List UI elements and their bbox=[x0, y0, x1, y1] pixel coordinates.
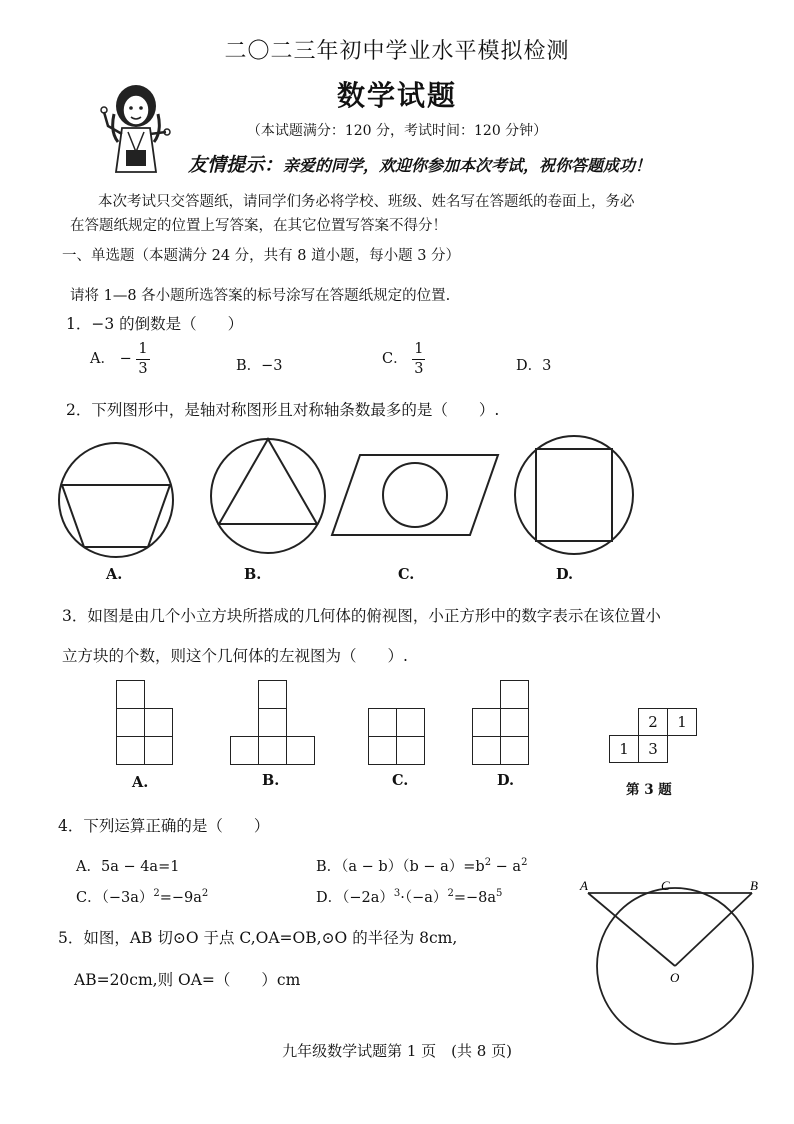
q3-label-a: A. bbox=[132, 774, 149, 791]
q1-option-a bbox=[90, 342, 150, 376]
instructions-line2: 在答题纸规定的位置上写答案，在其它位置写答案不得分！ bbox=[70, 218, 447, 234]
q4-b-pre: B．（a − b）（b − a）=b bbox=[316, 859, 485, 875]
q1-c-label: C． bbox=[382, 351, 408, 367]
q2-figure-c bbox=[330, 450, 500, 540]
q4-c-pre: C．（−3a） bbox=[76, 890, 154, 906]
q3-label-d: D. bbox=[497, 772, 515, 789]
q1-option-d: D．3 bbox=[516, 358, 552, 374]
q1-c-denominator: 3 bbox=[414, 360, 424, 377]
q1-a-fraction bbox=[136, 342, 149, 376]
q4-b-exp1: 2 bbox=[484, 857, 492, 869]
exam-info: （本试题满分：120 分，考试时间：120 分钟） bbox=[246, 123, 548, 139]
q4-c-exp2: 2 bbox=[201, 888, 209, 900]
q4-d-exp3: 5 bbox=[495, 888, 503, 900]
q4-stem: 4．下列运算正确的是（ ） bbox=[58, 817, 270, 835]
top-view-cell: 2 bbox=[638, 708, 668, 736]
q3-caption: 第 3 题 bbox=[626, 782, 672, 798]
top-view-cell: 3 bbox=[638, 735, 668, 763]
q5-stem-line1: 5．如图，AB 切⊙O 于点 C,OA=OB,⊙O 的半径为 8cm, bbox=[58, 929, 458, 947]
top-view-cell: 1 bbox=[667, 708, 697, 736]
q2-stem: 2．下列图形中，是轴对称图形且对称轴条数最多的是（ ）. bbox=[66, 401, 500, 419]
q2-figure-d bbox=[512, 433, 636, 557]
q4-d-pre: D．（−2a） bbox=[316, 890, 394, 906]
hint-label: 友情提示： bbox=[188, 154, 284, 176]
q4-option-a: A．5a − 4a=1 bbox=[76, 859, 180, 875]
q3-stem-line2: 立方块的个数，则这个几何体的左视图为（ ）. bbox=[62, 647, 408, 665]
q2-label-c: C. bbox=[398, 566, 415, 583]
hint-text: 亲爱的同学，欢迎你参加本次考试，祝你答题成功！ bbox=[283, 156, 652, 175]
page-footer: 九年级数学试题第 1 页 (共 8 页) bbox=[282, 1042, 512, 1060]
q4-option-b bbox=[316, 855, 527, 876]
q5-circle-figure bbox=[578, 878, 768, 1048]
q1-a-denominator: 3 bbox=[138, 360, 148, 377]
section-heading: 一、单选题（本题满分 24 分，共有 8 道小题，每小题 3 分） bbox=[62, 248, 461, 264]
q1-c-fraction bbox=[412, 342, 425, 376]
q5-label-a: A bbox=[580, 878, 588, 893]
q1-a-sign: − bbox=[119, 351, 132, 367]
q2-label-a: A. bbox=[106, 566, 123, 583]
q4-d-mid: ·（−a） bbox=[400, 890, 448, 906]
friendly-hint bbox=[188, 150, 651, 177]
q3-stem-line1: 3．如图是由几个小立方块所搭成的几何体的俯视图，小正方形中的数字表示在该位置小 bbox=[62, 607, 661, 625]
exam-title: 二〇二三年初中学业水平模拟检测 bbox=[224, 39, 570, 64]
q5-label-c: C bbox=[661, 878, 670, 893]
q2-label-b: B. bbox=[244, 566, 262, 583]
q4-option-c bbox=[76, 886, 208, 907]
q2-figure-a bbox=[56, 440, 176, 560]
q4-c-exp1: 2 bbox=[153, 888, 160, 900]
subject-title: 数学试题 bbox=[336, 79, 457, 112]
q1-a-label: A． bbox=[90, 351, 115, 367]
q4-d-end: =−8a bbox=[453, 890, 496, 906]
q1-c-numerator: 1 bbox=[412, 342, 425, 360]
q4-option-d bbox=[316, 886, 502, 907]
q3-label-c: C. bbox=[392, 772, 409, 789]
q4-b-mid: − a bbox=[491, 859, 522, 875]
q2-figure-b bbox=[208, 436, 328, 556]
q2-label-d: D. bbox=[556, 566, 574, 583]
q1-a-numerator: 1 bbox=[136, 342, 149, 360]
section-note: 请将 1—8 各小题所选答案的标号涂写在答题纸规定的位置. bbox=[70, 288, 451, 304]
q5-stem-line2: AB=20cm,则 OA=（ ）cm bbox=[74, 971, 301, 989]
cartoon-girl-icon bbox=[100, 82, 172, 174]
q4-b-exp2: 2 bbox=[521, 857, 528, 869]
top-view-cell: 1 bbox=[609, 735, 639, 763]
q3-label-b: B. bbox=[262, 772, 280, 789]
q4-c-mid: =−9a bbox=[159, 890, 202, 906]
q1-option-b: B．−3 bbox=[236, 358, 283, 374]
instructions-line1: 本次考试只交答题纸，请同学们务必将学校、班级、姓名写在答题纸的卷面上，务必 bbox=[98, 194, 635, 210]
q4-d-exp2: 2 bbox=[447, 888, 454, 900]
q1-stem: 1．−3 的倒数是（ ） bbox=[66, 315, 244, 333]
q5-label-o: O bbox=[670, 970, 680, 985]
q4-d-exp1: 3 bbox=[393, 888, 401, 900]
q1-option-c bbox=[382, 342, 425, 376]
q5-label-b: B bbox=[750, 878, 758, 893]
